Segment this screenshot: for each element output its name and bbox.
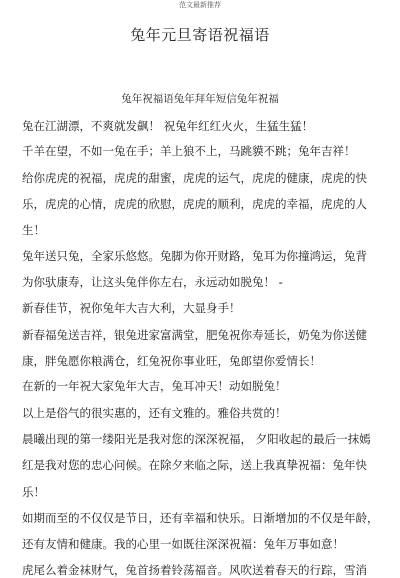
body-line: 康，胖兔愿你粮满仓，红兔祝你事业旺，兔郎望你爱情长！ xyxy=(22,354,321,368)
body-line: 乐！ xyxy=(22,485,45,499)
body-line: 生！ xyxy=(22,223,45,237)
body-line: 如期而至的不仅仅是节日，还有幸福和快乐。日渐增加的不仅是年龄， xyxy=(22,511,379,525)
body-line: 新春佳节，祝你兔年大吉大利，大显身手！ xyxy=(22,301,241,315)
body-line: 虎尾么着金袜财气，兔首扬着铃荡福音。风吹送着春天的行踪，雪消 xyxy=(22,563,367,577)
body-line: 还有友情和健康。我的心里一如既往深深祝福：兔年万事如意！ xyxy=(22,537,344,551)
body-line: 在新的一年祝大家兔年大吉，兔耳冲天！动如脱兔！ xyxy=(22,379,287,393)
body-line: 乐，虎虎的心情，虎虎的欣慰，虎虎的顺利，虎虎的幸福，虎虎的人 xyxy=(22,197,367,211)
document-title: 兔年元旦寄语祝福语 xyxy=(130,26,270,44)
body-line: 以上是俗气的很实惠的，还有文雅的。雅俗共赏的！ xyxy=(22,406,287,420)
header-note: 范文最新推荐 xyxy=(179,1,221,9)
body-line: 千羊在望，不如一兔在手；羊上狼不上，马跳貘不跳；兔年吉祥！ xyxy=(22,144,356,158)
body-line: 新春福兔送吉祥，银兔进家富满堂，肥兔祝你寿延长，奶兔为你送健 xyxy=(22,328,367,342)
document-subtitle: 兔年祝福语兔年拜年短信兔年祝福 xyxy=(121,93,279,105)
body-line: 兔年送只兔，全家乐悠悠。兔脚为你开财路，兔耳为你撞鸿运，兔背 xyxy=(22,249,367,263)
body-line: 红是我对您的忠心问候。在除夕来临之际，送上我真挚祝福：兔年快 xyxy=(22,458,367,472)
body-line: 为你驮康寿，让这头兔伴你左右，永远动如脱兔！ - xyxy=(22,275,283,289)
body-line: 晨曦出现的第一缕阳光是我对您的深深祝福， 夕阳收起的最后一抹嫣 xyxy=(22,432,371,446)
body-line: 给你虎虎的祝福，虎虎的甜蜜，虎虎的运气，虎虎的健康，虎虎的快 xyxy=(22,171,367,185)
body-line: 兔在江湖漂，不爽就发飙！ 祝兔年红红火火，生猛生猛！ xyxy=(22,119,314,133)
